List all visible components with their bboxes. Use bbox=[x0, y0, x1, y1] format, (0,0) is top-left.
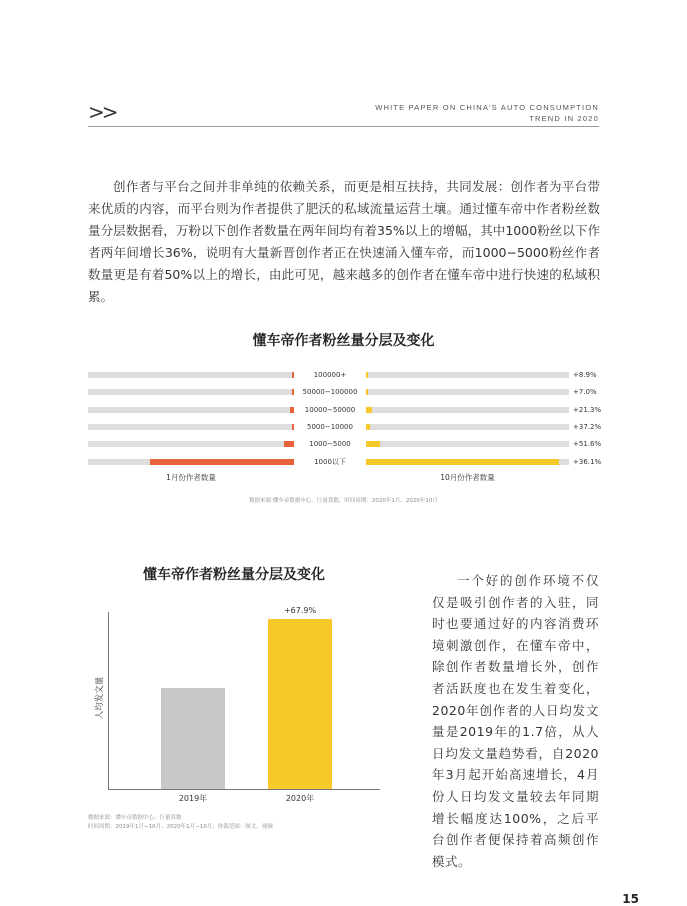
chart2-bar bbox=[161, 688, 225, 789]
intro-paragraph: 创作者与平台之间并非单纯的依赖关系，而更是相互扶持，共同发展：创作者为平台带来优质的内容，而平台则为作者提供了肥沃的私域流量运营土壤。通过懂车帝中作者粉丝数量分层数据看，万粉以下创作者数量在两年间均有着35%以上的增幅，其中1000粉丝以下作者两年间增长36%，说明有大量新晋创作者正在快速涌入懂车帝，而1000−5000粉丝作者数量更是有着50%以上的增长，由此可见，越来越多的创作者在懂车帝中进行快速的私域积累。 bbox=[88, 179, 600, 304]
chart1-left-track bbox=[88, 441, 294, 447]
page-number: 15 bbox=[622, 892, 639, 906]
chart1-right-bar bbox=[366, 372, 368, 378]
header-title-line2: TREND IN 2020 bbox=[529, 114, 599, 123]
chart1-change-label: +7.0% bbox=[573, 388, 597, 397]
chart2-x-axis bbox=[108, 789, 380, 790]
chart1-row bbox=[88, 370, 598, 380]
chart2-source-line1: 数据来源：懂车帝数据中心、巨量算数 bbox=[88, 815, 182, 821]
chart1-change-label: +8.9% bbox=[573, 371, 597, 379]
chart1-right-bar bbox=[366, 459, 559, 465]
chart1-change-label: +21.3% bbox=[573, 405, 602, 414]
chart1-left-bar bbox=[150, 459, 294, 465]
chart1-change-label: +36.1% bbox=[573, 457, 602, 466]
chart2-source bbox=[88, 814, 273, 832]
chart1-row bbox=[88, 457, 602, 467]
chart1-left-track bbox=[88, 389, 294, 395]
chart1-category-label: 1000−5000 bbox=[309, 440, 351, 449]
chart2-data-label: +67.9% bbox=[283, 606, 317, 616]
chart1-left-track bbox=[88, 424, 294, 430]
chart1-right-bar bbox=[366, 441, 380, 447]
chart1-row bbox=[88, 387, 598, 397]
chart1-right-bar bbox=[366, 424, 370, 430]
chart2-source-line2: 时间周期：2019年1月−10月、2020年1月−10月，体裁范围：图文、视频 bbox=[88, 824, 273, 830]
chart1-right-track bbox=[366, 372, 569, 378]
chart1-category-label: 100000+ bbox=[313, 371, 347, 379]
chart1-row bbox=[88, 405, 602, 415]
chart1-row bbox=[88, 439, 602, 449]
chart1-right-series-label: 10月份作者数量 bbox=[440, 473, 495, 482]
chart1-left-bar bbox=[284, 441, 294, 447]
chart1-category-label: 10000−50000 bbox=[304, 405, 356, 414]
chart2-category-label: 2020年 bbox=[285, 794, 315, 803]
chart1-category-label: 5000−10000 bbox=[307, 422, 353, 431]
header-title-line1: WHITE PAPER ON CHINA'S AUTO CONSUMPTION bbox=[375, 103, 599, 112]
second-paragraph: 一个好的创作环境不仅仅是吸引创作者的入驻，同时也要通过好的内容消费环境刺激创作，在懂车帝中，除创作者数量增长外，创作者活跃度也在发生着变化，2020年创作者的人日均发文量是2019年的1.7倍，从人日均发文量趋势看，自2020年3月起开始高速增长，4月份人日均发文量较去年同期增长幅度达100%，之后平台创作者便保持着高频创作模式。 bbox=[432, 573, 599, 869]
header-divider bbox=[88, 126, 599, 127]
chart1-change-label: +37.2% bbox=[573, 422, 602, 431]
header-chevrons: >> bbox=[88, 100, 116, 124]
chart1-right-track bbox=[366, 407, 569, 413]
chart2-category-label: 2019年 bbox=[178, 794, 208, 803]
chart1-left-track bbox=[88, 407, 294, 413]
chart1-left-series-label: 1月份作者数量 bbox=[166, 473, 216, 482]
chart1-right-bar bbox=[366, 407, 372, 413]
chart1-right-track bbox=[366, 424, 569, 430]
chart1-category-label: 1000以下 bbox=[314, 457, 346, 466]
chart2-title: 懂车帝作者粉丝量分层及变化 bbox=[143, 567, 325, 583]
chart1-right-bar bbox=[366, 389, 368, 395]
chart1-title: 懂车帝作者粉丝量分层及变化 bbox=[252, 333, 435, 349]
chart1-change-label: +51.6% bbox=[573, 440, 602, 449]
chart1-category-label: 50000−100000 bbox=[302, 388, 358, 397]
chart2-bar bbox=[268, 619, 332, 789]
chart1-right-track bbox=[366, 389, 569, 395]
chart1-left-track bbox=[88, 372, 294, 378]
chart1-source: 数据来源:懂车帝数据中心、巨量算数，时间周期：2020年1月、2020年10月 bbox=[249, 498, 438, 504]
chart1-row bbox=[88, 422, 602, 432]
chart1-right-track bbox=[366, 441, 569, 447]
chart2-y-axis bbox=[108, 612, 109, 790]
chart2-y-axis-label: 人均发文量 bbox=[95, 676, 105, 720]
header-title bbox=[375, 102, 599, 124]
